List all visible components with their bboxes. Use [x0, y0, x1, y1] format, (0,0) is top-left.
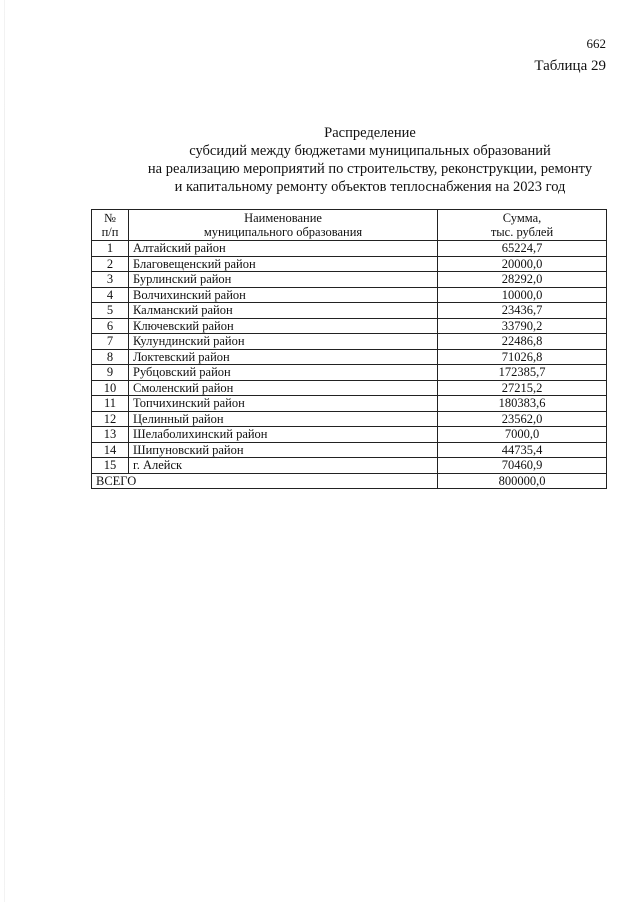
row-sum: 23562,0 — [438, 411, 607, 427]
table-label: Таблица 29 — [534, 58, 606, 74]
total-label: ВСЕГО — [92, 473, 438, 489]
header-number — [92, 210, 129, 241]
row-sum: 172385,7 — [438, 365, 607, 381]
header-number-line1: № — [104, 211, 116, 225]
row-sum: 20000,0 — [438, 256, 607, 272]
row-sum: 33790,2 — [438, 318, 607, 334]
row-municipality: Кулундинский район — [129, 334, 438, 350]
row-municipality: Топчихинский район — [129, 396, 438, 412]
row-municipality: Алтайский район — [129, 241, 438, 257]
row-municipality: Ключевский район — [129, 318, 438, 334]
row-municipality: Шелаболихинский район — [129, 427, 438, 443]
subsidy-distribution-table — [91, 209, 607, 489]
table-row — [92, 458, 607, 474]
row-number: 14 — [92, 442, 129, 458]
row-sum: 22486,8 — [438, 334, 607, 350]
row-municipality: Смоленский район — [129, 380, 438, 396]
table-row — [92, 411, 607, 427]
title-line: на реализацию мероприятий по строительству, реконструкции, ремонту — [147, 161, 593, 177]
total-sum: 800000,0 — [438, 473, 607, 489]
row-municipality: Бурлинский район — [129, 272, 438, 288]
table-row — [92, 256, 607, 272]
table-row — [92, 272, 607, 288]
row-sum: 65224,7 — [438, 241, 607, 257]
row-municipality: Рубцовский район — [129, 365, 438, 381]
row-number: 6 — [92, 318, 129, 334]
table-row — [92, 442, 607, 458]
row-sum: 44735,4 — [438, 442, 607, 458]
table-row — [92, 303, 607, 319]
row-municipality: Целинный район — [129, 411, 438, 427]
row-number: 7 — [92, 334, 129, 350]
header-name-line1: Наименование — [244, 211, 322, 225]
row-number: 4 — [92, 287, 129, 303]
row-number: 8 — [92, 349, 129, 365]
row-number: 2 — [92, 256, 129, 272]
header-sum-line2: тыс. рублей — [490, 225, 554, 239]
title-line: Распределение — [324, 125, 416, 141]
table-row — [92, 380, 607, 396]
header-sum-line1: Сумма, — [502, 211, 542, 225]
row-number: 12 — [92, 411, 129, 427]
row-number: 13 — [92, 427, 129, 443]
header-number-line2: п/п — [101, 225, 119, 239]
row-number: 11 — [92, 396, 129, 412]
table-row — [92, 427, 607, 443]
row-sum: 180383,6 — [438, 396, 607, 412]
row-number: 5 — [92, 303, 129, 319]
title-line: и капитальному ремонту объектов теплоснабжения на 2023 год — [174, 179, 566, 195]
row-number: 3 — [92, 272, 129, 288]
title-line: субсидий между бюджетами муниципальных образований — [189, 143, 551, 159]
row-municipality: г. Алейск — [129, 458, 438, 474]
row-municipality: Локтевский район — [129, 349, 438, 365]
row-sum: 10000,0 — [438, 287, 607, 303]
table-total-row — [92, 473, 607, 489]
row-municipality: Шипуновский район — [129, 442, 438, 458]
table-header-row — [92, 210, 607, 241]
row-sum: 27215,2 — [438, 380, 607, 396]
table-row — [92, 334, 607, 350]
header-name-line2: муниципального образования — [203, 225, 363, 239]
scan-edge-shadow — [4, 0, 5, 902]
row-number: 10 — [92, 380, 129, 396]
page-number: 662 — [586, 36, 606, 51]
table-row — [92, 396, 607, 412]
row-number: 1 — [92, 241, 129, 257]
header-name — [129, 210, 438, 241]
table-row — [92, 349, 607, 365]
header-sum — [438, 210, 607, 241]
document-title — [90, 124, 640, 196]
row-municipality: Калманский район — [129, 303, 438, 319]
table-row — [92, 365, 607, 381]
table-row — [92, 318, 607, 334]
row-number: 9 — [92, 365, 129, 381]
row-municipality: Благовещенский район — [129, 256, 438, 272]
table-row — [92, 241, 607, 257]
row-number: 15 — [92, 458, 129, 474]
row-sum: 70460,9 — [438, 458, 607, 474]
row-municipality: Волчихинский район — [129, 287, 438, 303]
row-sum: 7000,0 — [438, 427, 607, 443]
table-row — [92, 287, 607, 303]
row-sum: 23436,7 — [438, 303, 607, 319]
row-sum: 71026,8 — [438, 349, 607, 365]
row-sum: 28292,0 — [438, 272, 607, 288]
